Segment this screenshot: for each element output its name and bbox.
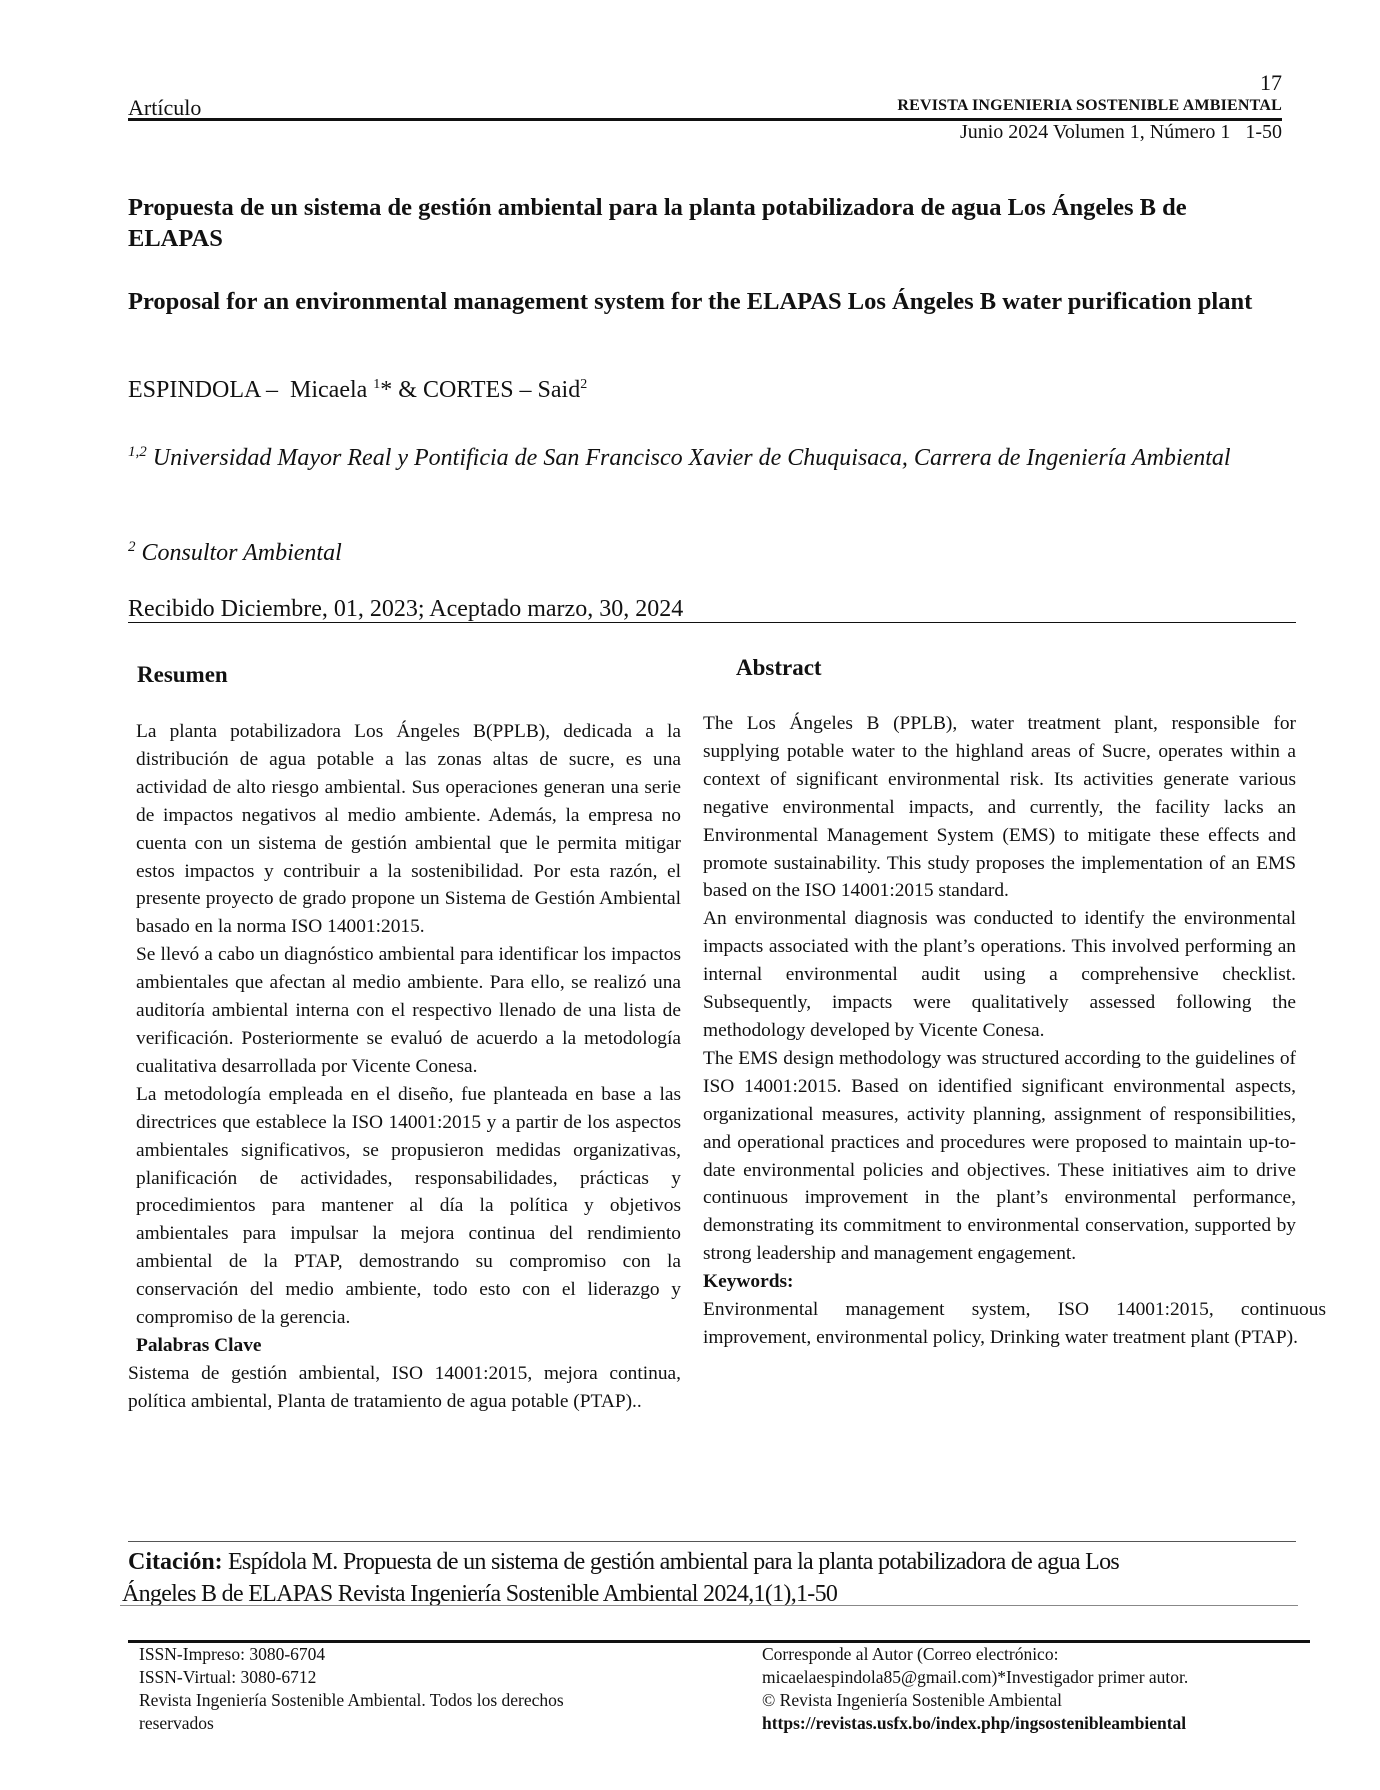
- resumen-column: [128, 718, 681, 1416]
- journal-url-link[interactable]: https://revistas.usfx.bo/index.php/ingsostenibleambiental: [762, 1713, 1187, 1733]
- abstract-column: [703, 710, 1326, 1352]
- issn-virtual: ISSN-Virtual: 3080-6712: [139, 1667, 317, 1687]
- resumen-paragraph-2: Se llevó a cabo un diagnóstico ambiental para identificar los impactos ambientales que afectan al medio ambiente. Para ello, se realizó una auditoría ambiental interna con el respectivo llenado de una lista de verificación. Posteriormente se evaluó de acuerdo a la metodología cualitativa desarrollada por Vicente Conesa.: [136, 944, 681, 1077]
- author-2-sup: 2: [580, 377, 588, 392]
- resumen-heading: Resumen: [137, 662, 228, 687]
- footer-right: [762, 1643, 1322, 1735]
- section-label: Artículo: [128, 95, 202, 120]
- title-spanish: Propuesta de un sistema de gestión ambiental para la planta potabilizadora de agua Los Ángeles B de ELAPAS: [128, 194, 1187, 252]
- author-1: ESPINDOLA – Micaela: [128, 377, 374, 403]
- resumen-paragraph-1: La planta potabilizadora Los Ángeles B(PPLB), dedicada a la distribución de agua potable a las zonas altas de sucre, es una actividad de alto riesgo ambiental. Sus operaciones generan una serie de impactos negativos al medio ambiente. Además, la empresa no cuenta con un sistema de gestión ambiental que le permita mitigar estos impactos y contribuir a la sostenibilidad. Por esta razón, el presente proyecto de grado propone un Sistema de Gestión Ambiental basado en la norma ISO 14001:2015.: [136, 721, 681, 938]
- author-2: CORTES – Said: [422, 377, 581, 403]
- citation-rule-bottom: [120, 1605, 1298, 1606]
- abstract-paragraph-3: The EMS design methodology was structured according to the guidelines of ISO 14001:2015. Based on identified significant environmental aspects, organizational measures, activity planning, assignment of responsibilities, and operational practices and procedures were proposed to maintain up-to-date environmental policies and objectives. These initiatives aim to drive continuous improvement in the plant’s environmental performance, demonstrating its commitment to environmental conservation, supported by strong leadership and management engagement.: [703, 1047, 1296, 1265]
- abstract-paragraph-2: An environmental diagnosis was conducted to identify the environmental impacts associated with the plant’s operations. This involved performing an internal environmental audit using a comprehensive checklist. Subsequently, impacts were qualitatively assessed following the methodology developed by Vicente Conesa.: [703, 908, 1296, 1041]
- affiliation-2: [128, 532, 1290, 569]
- title-english: Proposal for an environmental management system for the ELAPAS Los Ángeles B water purification plant: [128, 288, 1253, 315]
- affiliation-2-text: Consultor Ambiental: [135, 540, 342, 566]
- issue-info: Junio 2024 Volumen 1, Número 1 1-50: [959, 121, 1282, 143]
- citation-rule-top: [128, 1541, 1296, 1542]
- affiliation-2-sup: 2: [128, 539, 136, 555]
- rights-text: Revista Ingeniería Sostenible Ambiental. Todos los derechos reservados: [139, 1690, 564, 1733]
- affiliation-1-sup: 1,2: [128, 444, 147, 460]
- palabras-clave-text: Sistema de gestión ambiental, ISO 14001:2015, mejora continua, política ambiental, Planta de tratamiento de agua potable (PTAP)..: [128, 1362, 681, 1412]
- received-accepted-dates: Recibido Diciembre, 01, 2023; Aceptado marzo, 30, 2024: [128, 596, 684, 622]
- palabras-clave-heading: Palabras Clave: [136, 1334, 262, 1356]
- author-1-sup: 1: [373, 377, 381, 392]
- keywords-text: Environmental management system, ISO 14001:2015, continuous improvement, environmental policy, Drinking water treatment plant (PTAP).: [703, 1299, 1326, 1348]
- affiliation-1-text: Universidad Mayor Real y Pontificia de San Francisco Xavier de Chuquisaca, Carrera de Ingeniería Ambiental: [146, 445, 1231, 471]
- issn-print: ISSN-Impreso: 3080-6704: [139, 1644, 326, 1664]
- journal-name: REVISTA INGENIERIA SOSTENIBLE AMBIENTAL: [897, 97, 1282, 114]
- abstract-paragraph-1: The Los Ángeles B (PPLB), water treatment plant, responsible for supplying potable water to the highland areas of Sucre, operates within a context of significant environmental risk. Its activities generate various negative environmental impacts, and currently, the facility lacks an Environmental Management System (EMS) to mitigate these effects and promote sustainability. This study proposes the implementation of an EMS based on the ISO 14001:2015 standard.: [703, 713, 1296, 902]
- abstract-heading: Abstract: [736, 655, 822, 680]
- resumen-paragraph-3: La metodología empleada en el diseño, fue planteada en base a las directrices que establece la ISO 14001:2015 y a partir de los aspectos ambientales significativos, se propusieron medidas organizativas, planificación de actividades, responsabilidades, prácticas y procedimientos para mantener al día la política y objetivos ambientales para impulsar la mejora continua del rendimiento ambiental de la PTAP, demostrando su compromiso con la conservación del medio ambiente, todo esto con el liderazgo y compromiso de la gerencia.: [136, 1083, 681, 1329]
- citation-label: Citación:: [128, 1549, 223, 1575]
- keywords-heading: Keywords:: [703, 1271, 794, 1293]
- footer-left: [139, 1643, 699, 1735]
- page-number: 17: [1260, 70, 1282, 95]
- affiliation-1: [128, 437, 1290, 474]
- authors: [128, 377, 587, 404]
- dates-rule: [128, 622, 1296, 623]
- author-1-mark: * &: [380, 377, 423, 403]
- correspondence-label: Corresponde al Autor (Correo electrónico:: [762, 1644, 1059, 1664]
- copyright-text: © Revista Ingeniería Sostenible Ambiental: [762, 1690, 1063, 1710]
- citation: [122, 1546, 1293, 1610]
- author-email: micaelaespindola85@gmail.com)*Investigador primer autor.: [762, 1667, 1189, 1687]
- citation-line-2: Ángeles B de ELAPAS Revista Ingeniería Sostenible Ambiental 2024,1(1),1-50: [122, 1581, 838, 1607]
- citation-line-1: Espídola M. Propuesta de un sistema de gestión ambiental para la planta potabilizadora de agua Los: [222, 1549, 1120, 1575]
